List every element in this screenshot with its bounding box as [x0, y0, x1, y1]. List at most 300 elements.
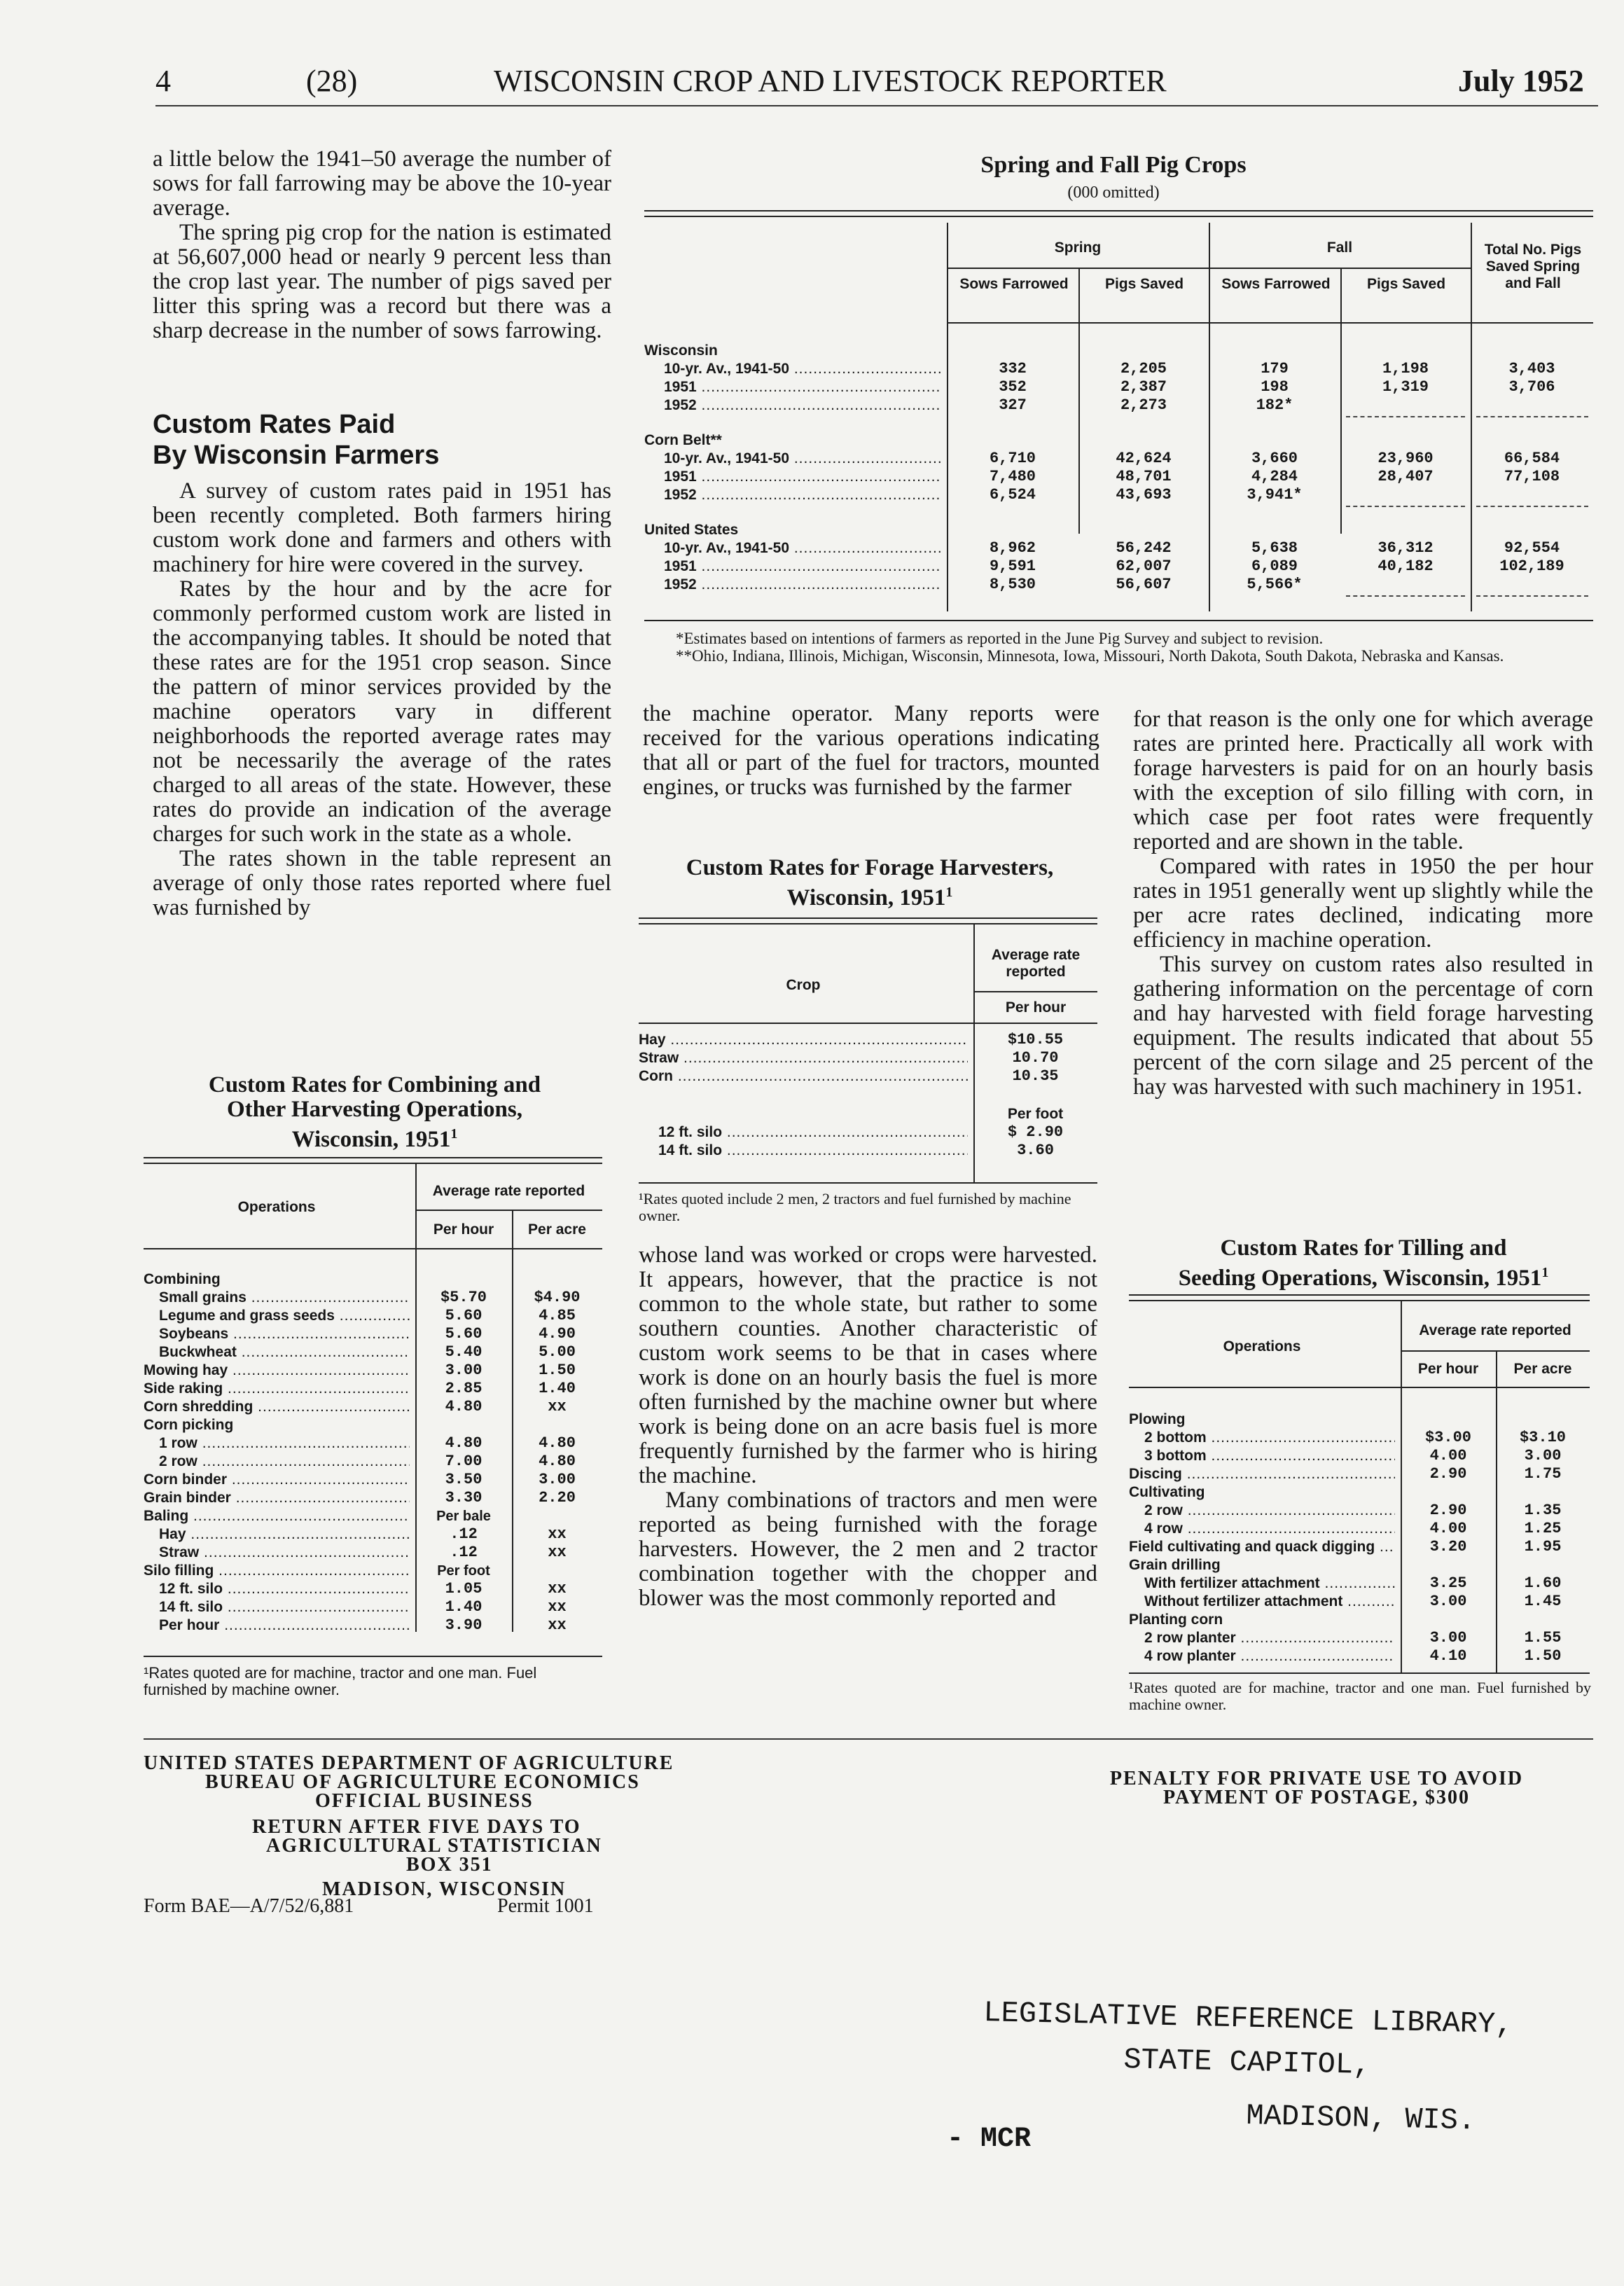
title-line: Other Harvesting Operations, [227, 1097, 522, 1122]
pending-dash [1476, 416, 1588, 417]
middle-column-text-2 [639, 1243, 1097, 1611]
table-row [1129, 1483, 1590, 1502]
row-value: 10.35 [1012, 1067, 1059, 1085]
per-acre-value: $4.90 [534, 1289, 581, 1306]
pending-dash [1346, 416, 1465, 417]
group-label: Wisconsin [644, 342, 718, 359]
row-value: $ 2.90 [1007, 1123, 1064, 1141]
per-hour-value: 3.00 [1429, 1629, 1467, 1647]
fall-sows-value: 198 [1261, 378, 1289, 396]
total-value: 3,403 [1508, 360, 1555, 377]
table-row [144, 1434, 602, 1453]
fall-pigs-value: 36,312 [1377, 539, 1434, 557]
table-row [144, 1562, 602, 1580]
table-row [644, 450, 1593, 468]
mailing-line: AGRICULTURAL STATISTICIAN [266, 1835, 602, 1857]
per-acre-value: 1.50 [539, 1362, 576, 1379]
per-hour-value: Per foot [437, 1563, 490, 1579]
mailing-line: UNITED STATES DEPARTMENT OF AGRICULTURE [144, 1752, 674, 1774]
per-hour-value: $3.00 [1424, 1429, 1471, 1446]
row-label: Straw ..... [159, 1544, 410, 1562]
table-row [144, 1598, 602, 1616]
total-value: 66,584 [1504, 450, 1560, 467]
per-acre-value: 4.80 [539, 1434, 576, 1452]
per-hour-value: 7.00 [445, 1453, 483, 1470]
per-acre-value: xx [548, 1580, 567, 1598]
per-hour-header: Per hour [433, 1221, 494, 1238]
mailing-line: RETURN AFTER FIVE DAYS TO [252, 1816, 581, 1838]
per-acre-value: 1.95 [1524, 1538, 1562, 1556]
table-row [639, 1031, 1097, 1049]
mailing-block [144, 1754, 788, 1899]
table-rule [1129, 1300, 1590, 1301]
row-label: Field cultivating and quack digging ..... [1129, 1538, 1395, 1556]
fall-sows-value: 6,089 [1251, 557, 1298, 575]
per-foot-label: Per foot [1007, 1106, 1064, 1122]
row-label: 1 row ..... [159, 1434, 410, 1453]
penalty-notice [1043, 1769, 1590, 1807]
row-label: 14 ft. silo ..... [658, 1142, 968, 1160]
paragraph: The spring pig crop for the nation is estimated at 56,607,000 head or nearly 9 percent less than the crop last year. The number of pigs saved per litter this spring was a record but there was a sharp decrease in the number of sows farrowing. [153, 220, 611, 343]
combining-table-title [144, 1073, 606, 1152]
spring-sows-value: 352 [999, 378, 1027, 396]
spring-pigs-value: 42,624 [1116, 450, 1172, 467]
table-row [639, 1123, 1097, 1142]
table-row [644, 557, 1593, 576]
table-row [144, 1507, 602, 1525]
fall-pigs-header: Pigs Saved [1366, 276, 1446, 292]
per-acre-value: $3.10 [1519, 1429, 1566, 1446]
spring-pigs-header: Pigs Saved [1104, 276, 1184, 292]
table-row [639, 1049, 1097, 1067]
section-heading [153, 409, 611, 471]
pending-dash [1476, 506, 1588, 507]
per-acre-value: 4.90 [539, 1325, 576, 1343]
pig-footnote-2: **Ohio, Indiana, Illinois, Michigan, Wisconsin, Minnesota, Iowa, Missouri, North Dakota, South Dakota, Nebraska and Kansas. [676, 647, 1504, 665]
spring-pigs-value: 62,007 [1116, 557, 1172, 575]
per-acre-value: 1.60 [1524, 1574, 1562, 1592]
issue-number: (28) [306, 64, 358, 98]
pig-table-subtitle: (000 omitted) [1067, 183, 1160, 202]
table-row [144, 1416, 602, 1434]
table-row [144, 1544, 602, 1562]
per-hour-value: 1.40 [445, 1598, 483, 1616]
row-label: Corn shredding ..... [144, 1398, 410, 1416]
spring-pigs-value: 56,242 [1116, 539, 1172, 557]
address-line-1: LEGISLATIVE REFERENCE LIBRARY, [983, 1996, 1513, 2042]
forage-footnote: ¹Rates quoted include 2 men, 2 tractors and fuel furnished by machine owner. [639, 1190, 1071, 1224]
per-acre-value: 1.35 [1524, 1502, 1562, 1519]
per-hour-value: 3.00 [445, 1362, 483, 1379]
table-row [144, 1343, 602, 1362]
operations-header: Operations [237, 1199, 316, 1215]
table-rule [144, 1157, 602, 1158]
form-number: Form BAE—A/7/52/6,881 [144, 1895, 354, 1917]
table-row [1129, 1647, 1590, 1665]
per-acre-value: 1.50 [1524, 1647, 1562, 1665]
header-rule [415, 1210, 602, 1211]
penalty-line: PAYMENT OF POSTAGE, $300 [1163, 1787, 1470, 1808]
per-acre-value: 4.85 [539, 1307, 576, 1324]
spring-pigs-value: 56,607 [1116, 576, 1172, 593]
table-row [1129, 1629, 1590, 1647]
fall-sows-value: 3,660 [1251, 450, 1298, 467]
table-rule [644, 210, 1593, 212]
address-line-3: MADISON, WIS. [1245, 2099, 1476, 2138]
table-row [639, 1105, 1097, 1123]
table-rule [639, 917, 1097, 919]
row-label: Soybeans ..... [159, 1325, 410, 1343]
table-row [144, 1380, 602, 1398]
table-row [144, 1362, 602, 1380]
table-row [1129, 1465, 1590, 1483]
table-row [1129, 1520, 1590, 1538]
paragraph: Rates by the hour and by the acre for commonly performed custom work are listed in the accompanying tables. It should be noted that these rates are for the 1951 crop season. Since the pattern of minor services provided by the machine operators vary in different neighborhoods the reported average rates may not be necessarily the average of the rates charged to all areas of the state. However, these rates do provide an indication of the average charges for such work in the state as a whole. [153, 576, 611, 847]
fall-sows-header: Sows Farrowed [1221, 276, 1331, 292]
row-label: Grain binder ..... [144, 1489, 410, 1507]
fall-pigs-value: 1,198 [1382, 360, 1429, 377]
table-row [1129, 1447, 1590, 1465]
per-acre-value: xx [548, 1544, 567, 1561]
table-row [144, 1453, 602, 1471]
per-hour-value: 5.60 [445, 1307, 483, 1324]
table-row [1129, 1611, 1590, 1629]
spring-sows-value: 7,480 [989, 468, 1036, 485]
row-label: Corn binder ..... [144, 1471, 410, 1489]
row-label: Mowing hay ..... [144, 1362, 410, 1380]
table-row [1129, 1429, 1590, 1447]
per-hour-value: 5.60 [445, 1325, 483, 1343]
fall-sows-value: 5,566* [1247, 576, 1303, 593]
table-row [144, 1580, 602, 1598]
row-label: Planting corn [1129, 1612, 1223, 1628]
row-label: 1951 ..... [664, 378, 941, 396]
per-acre-value: 2.20 [539, 1489, 576, 1506]
per-acre-value: xx [548, 1598, 567, 1616]
spring-header: Spring [1054, 240, 1102, 256]
table-row [144, 1616, 602, 1635]
table-row [644, 378, 1593, 396]
table-row [1129, 1411, 1590, 1429]
address-code: - MCR [947, 2124, 1032, 2155]
pending-dash [1346, 506, 1465, 507]
row-label: Plowing [1129, 1411, 1186, 1427]
row-label: Small grains ..... [159, 1289, 410, 1307]
row-label: Per hour ..... [159, 1616, 410, 1635]
spring-pigs-value: 2,205 [1120, 360, 1167, 377]
average-rate-header: Average rate reported [432, 1183, 585, 1199]
spring-sows-value: 6,524 [989, 486, 1036, 504]
row-label: 10-yr. Av., 1941-50 ..... [664, 539, 941, 557]
row-label: Corn ..... [639, 1067, 968, 1086]
per-hour-value: 4.80 [445, 1398, 483, 1415]
row-label: Legume and grass seeds ..... [159, 1307, 410, 1325]
row-value: 3.60 [1017, 1142, 1054, 1159]
per-acre-value: 1.55 [1524, 1629, 1562, 1647]
table-row [144, 1270, 602, 1289]
per-hour-value: 2.90 [1429, 1502, 1467, 1519]
combining-footnote: ¹Rates quoted are for machine, tractor and one man. Fuel furnished by machine owner. [144, 1664, 537, 1698]
fall-pigs-value: 1,319 [1382, 378, 1429, 396]
paragraph: This survey on custom rates also resulted in gathering information on the percentage of corn and hay harvested with field forage harvesting equipment. The results indicated that about 55 percent of the corn silage and 25 percent of the hay was harvested with such machinery in 1951. [1133, 952, 1593, 1100]
table-rule [644, 216, 1593, 217]
per-acre-value: xx [548, 1525, 567, 1543]
table-row [644, 486, 1593, 504]
total-value: 77,108 [1504, 468, 1560, 485]
per-hour-value: 3.20 [1429, 1538, 1467, 1556]
forage-table [639, 917, 1097, 1184]
table-row [1129, 1538, 1590, 1556]
mailing-line: BOX 351 [406, 1854, 493, 1876]
per-hour-value: 5.40 [445, 1343, 483, 1361]
row-label: 1951 ..... [664, 557, 941, 576]
table-rule [1129, 1294, 1590, 1296]
title-line: Seeding Operations, Wisconsin, 1951$^1$ [1178, 1265, 1549, 1291]
per-acre-value: 1.75 [1524, 1465, 1562, 1483]
spring-pigs-value: 48,701 [1116, 468, 1172, 485]
mailing-line: MADISON, WISCONSIN [322, 1878, 567, 1900]
row-label: Cultivating [1129, 1484, 1205, 1500]
pig-footnote-1: *Estimates based on intentions of farmers as reported in the June Pig Survey and subject to revision. [676, 630, 1324, 647]
table-row [644, 539, 1593, 557]
spring-sows-value: 327 [999, 396, 1027, 414]
table-row [1129, 1574, 1590, 1593]
fall-sows-value: 182* [1256, 396, 1293, 414]
heading-line: By Wisconsin Farmers [153, 441, 440, 470]
mailing-line: BUREAU OF AGRICULTURE ECONOMICS [205, 1771, 640, 1793]
row-label: 4 row planter ..... [1144, 1647, 1395, 1665]
fall-sows-value: 179 [1261, 360, 1289, 377]
header-rule [973, 991, 1097, 992]
row-label: 12 ft. silo ..... [658, 1123, 968, 1142]
pending-dash [1476, 595, 1588, 597]
right-column-text [1133, 707, 1593, 1100]
heading-line: Custom Rates Paid [153, 410, 396, 439]
pending-dash [1346, 595, 1465, 597]
row-label: 3 bottom ..... [1144, 1447, 1395, 1465]
row-label: Hay ..... [159, 1525, 410, 1544]
per-hour-value: 3.00 [1429, 1593, 1467, 1610]
spring-pigs-value: 43,693 [1116, 486, 1172, 504]
row-value: $10.55 [1007, 1031, 1064, 1048]
per-hour-header: Per hour [1005, 999, 1067, 1016]
footer-rule [144, 1738, 1593, 1740]
per-hour-value: 2.85 [445, 1380, 483, 1397]
paragraph: Compared with rates in 1950 the per hour rates in 1951 generally went up slightly while the per acre rates declined, indicating more efficiency in machine operation. [1133, 854, 1593, 952]
row-label: 10-yr. Av., 1941-50 ..... [664, 360, 941, 378]
spring-sows-value: 8,962 [989, 539, 1036, 557]
per-acre-value: 3.00 [539, 1471, 576, 1488]
table-row [144, 1489, 602, 1507]
row-label: 1952 ..... [664, 486, 941, 504]
title-line: Custom Rates for Tilling and [1220, 1235, 1507, 1261]
row-label: Discing ..... [1129, 1465, 1395, 1483]
per-acre-value: 3.00 [1524, 1447, 1562, 1464]
spring-sows-value: 6,710 [989, 450, 1036, 467]
header-rule [947, 322, 1593, 324]
left-column-text [153, 147, 611, 343]
row-label: 2 row ..... [1144, 1502, 1395, 1520]
paragraph: a little below the 1941–50 average the number of sows for fall farrowing may be above the 10-year average. [153, 146, 611, 221]
per-hour-value: 1.05 [445, 1580, 483, 1598]
row-label: Corn picking [144, 1417, 234, 1433]
row-label: 1952 ..... [664, 396, 941, 415]
row-label: Combining [144, 1271, 221, 1287]
permit-number: Permit 1001 [497, 1895, 594, 1917]
row-label: 2 row planter ..... [1144, 1629, 1395, 1647]
fall-header: Fall [1326, 240, 1353, 256]
table-row [1129, 1556, 1590, 1574]
table-row [1129, 1593, 1590, 1611]
row-label: Silo filling ..... [144, 1562, 410, 1580]
header-rule [144, 1248, 602, 1249]
per-acre-value: xx [548, 1398, 567, 1415]
table-row [144, 1325, 602, 1343]
per-acre-value: 1.40 [539, 1380, 576, 1397]
fall-pigs-value: 40,182 [1377, 557, 1434, 575]
title-line: Wisconsin, 1951$^1$ [291, 1126, 458, 1152]
row-label: 1951 ..... [664, 468, 941, 486]
paragraph: Many combinations of tractors and men were reported as being furnished with the forage harvesters. However, the 2 men and 2 tractor combination together with the chopper and blower was the most commonly reported and [639, 1488, 1097, 1611]
fall-pigs-value: 28,407 [1377, 468, 1434, 485]
table-row [639, 1067, 1097, 1086]
tilling-footnote: ¹Rates quoted are for machine, tractor and one man. Fuel furnished by machine owner. [1129, 1679, 1591, 1713]
row-label: Straw ..... [639, 1049, 968, 1067]
issue-date: July 1952 [1458, 64, 1584, 98]
title-line: Custom Rates for Combining and [208, 1072, 541, 1097]
row-label: Baling ..... [144, 1507, 410, 1525]
per-acre-value: 4.80 [539, 1453, 576, 1470]
tilling-table [1129, 1294, 1590, 1672]
table-row [644, 576, 1593, 594]
paragraph: for that reason is the only one for which average rates are printed here. Practically all work with forage harvesters is paid for on an hourly basis with the exception of silo filling with corn, in which case per foot rates were frequently reported and are shown in the table. [1133, 707, 1593, 854]
row-label: 2 row ..... [159, 1453, 410, 1471]
address-line-2: STATE CAPITOL, [1123, 2043, 1371, 2082]
title-line: Wisconsin, 1951$^1$ [786, 885, 953, 910]
per-hour-value: 3.50 [445, 1471, 483, 1488]
table-row [644, 468, 1593, 486]
left-column-text-2 [153, 479, 611, 920]
operations-header: Operations [1223, 1338, 1301, 1355]
penalty-line: PENALTY FOR PRIVATE USE TO AVOID [1109, 1768, 1524, 1789]
group-label: United States [644, 522, 739, 538]
spring-sows-value: 8,530 [989, 576, 1036, 593]
group-label: Corn Belt** [644, 432, 722, 448]
total-pigs-header: Total No. Pigs Saved Spring and Fall [1484, 242, 1582, 291]
row-label: 2 bottom ..... [1144, 1429, 1395, 1447]
row-label: Without fertilizer attachment ..... [1144, 1593, 1395, 1611]
middle-column-text [643, 702, 1099, 800]
spring-sows-header: Sows Farrowed [959, 276, 1069, 292]
page-number: 4 [155, 64, 171, 98]
table-rule [1129, 1672, 1590, 1674]
per-hour-value: $5.70 [440, 1289, 487, 1306]
mailing-line: OFFICIAL BUSINESS [315, 1790, 534, 1812]
pig-crops-table [644, 210, 1593, 613]
publication-title: WISCONSIN CROP AND LIVESTOCK REPORTER [494, 64, 1167, 98]
per-acre-value: 5.00 [539, 1343, 576, 1361]
row-label: With fertilizer attachment ..... [1144, 1574, 1395, 1593]
per-hour-value: 4.00 [1429, 1520, 1467, 1537]
spring-pigs-value: 2,273 [1120, 396, 1167, 414]
per-hour-value: 3.90 [445, 1616, 483, 1634]
paragraph: The rates shown in the table represent an average of only those rates reported where fuel was furnished by [153, 846, 611, 920]
paragraph: whose land was worked or crops were harvested. It appears, however, that the practice is not common to the whole state, but rather to some southern counties. Another characteristic of custom work seems to be that in cases where work is done on an hourly basis the fuel is more often furnished by the machine owner but where work is being done on an acre basis fuel is more frequently furnished by the farmer who is hiring the machine. [639, 1242, 1097, 1488]
group-heading [644, 521, 1593, 539]
per-hour-value: .12 [450, 1544, 478, 1561]
table-row [644, 360, 1593, 378]
per-acre-value: 1.25 [1524, 1520, 1562, 1537]
per-hour-value: 4.10 [1429, 1647, 1467, 1665]
row-label: Grain drilling [1129, 1557, 1221, 1573]
per-acre-header: Per acre [528, 1221, 586, 1238]
total-value: 92,554 [1504, 539, 1560, 557]
table-rule [144, 1656, 602, 1657]
header-rule [1209, 268, 1471, 269]
average-rate-header: Average rate reported [991, 947, 1081, 980]
spring-sows-value: 332 [999, 360, 1027, 377]
header-rule [1129, 1387, 1590, 1388]
pig-table-title: Spring and Fall Pig Crops [980, 152, 1247, 178]
fall-sows-value: 4,284 [1251, 468, 1298, 485]
row-label: Hay ..... [639, 1031, 968, 1049]
table-row [144, 1471, 602, 1489]
header-rule [1401, 1350, 1590, 1352]
row-label: 14 ft. silo ..... [159, 1598, 410, 1616]
per-acre-value: xx [548, 1616, 567, 1634]
row-label: Side raking ..... [144, 1380, 410, 1398]
row-label: 12 ft. silo ..... [159, 1580, 410, 1598]
table-row [644, 396, 1593, 415]
row-value: 10.70 [1012, 1049, 1059, 1067]
fall-sows-value: 5,638 [1251, 539, 1298, 557]
table-rule [644, 620, 1593, 621]
row-label: 4 row ..... [1144, 1520, 1395, 1538]
per-hour-value: 4.80 [445, 1434, 483, 1452]
average-rate-header: Average rate reported [1419, 1322, 1571, 1338]
total-value: 3,706 [1508, 378, 1555, 396]
per-hour-value: Per bale [436, 1509, 491, 1524]
paragraph: A survey of custom rates paid in 1951 has been recently completed. Both farmers hiring custom work done and farmers and others with machinery for hire were covered in the survey. [153, 478, 611, 577]
group-heading [644, 342, 1593, 360]
fall-pigs-value: 23,960 [1377, 450, 1434, 467]
table-rule [639, 923, 1097, 924]
per-hour-value: .12 [450, 1525, 478, 1543]
header-rule [639, 1023, 1097, 1024]
tilling-table-title [1129, 1236, 1598, 1291]
per-hour-value: 4.00 [1429, 1447, 1467, 1464]
forage-table-title [639, 856, 1101, 910]
row-label: 10-yr. Av., 1941-50 ..... [664, 450, 941, 468]
per-acre-header: Per acre [1513, 1361, 1572, 1377]
paragraph: the machine operator. Many reports were received for the various operations indicating that all or part of the fuel for tractors, mounted engines, or trucks was furnished by the farmer [643, 701, 1099, 800]
fall-sows-value: 3,941* [1247, 486, 1303, 504]
header-rule [947, 268, 1209, 269]
title-line: Custom Rates for Forage Harvesters, [686, 855, 1054, 880]
combining-table [144, 1157, 602, 1647]
per-hour-value: 3.25 [1429, 1574, 1467, 1592]
table-rule [639, 1182, 1097, 1184]
table-row [144, 1398, 602, 1416]
table-row [144, 1525, 602, 1544]
row-label: Buckwheat ..... [159, 1343, 410, 1362]
crop-header: Crop [786, 977, 821, 993]
group-heading [644, 431, 1593, 450]
spring-sows-value: 9,591 [989, 557, 1036, 575]
per-hour-header: Per hour [1417, 1361, 1479, 1377]
per-hour-value: 2.90 [1429, 1465, 1467, 1483]
table-row [639, 1142, 1097, 1160]
